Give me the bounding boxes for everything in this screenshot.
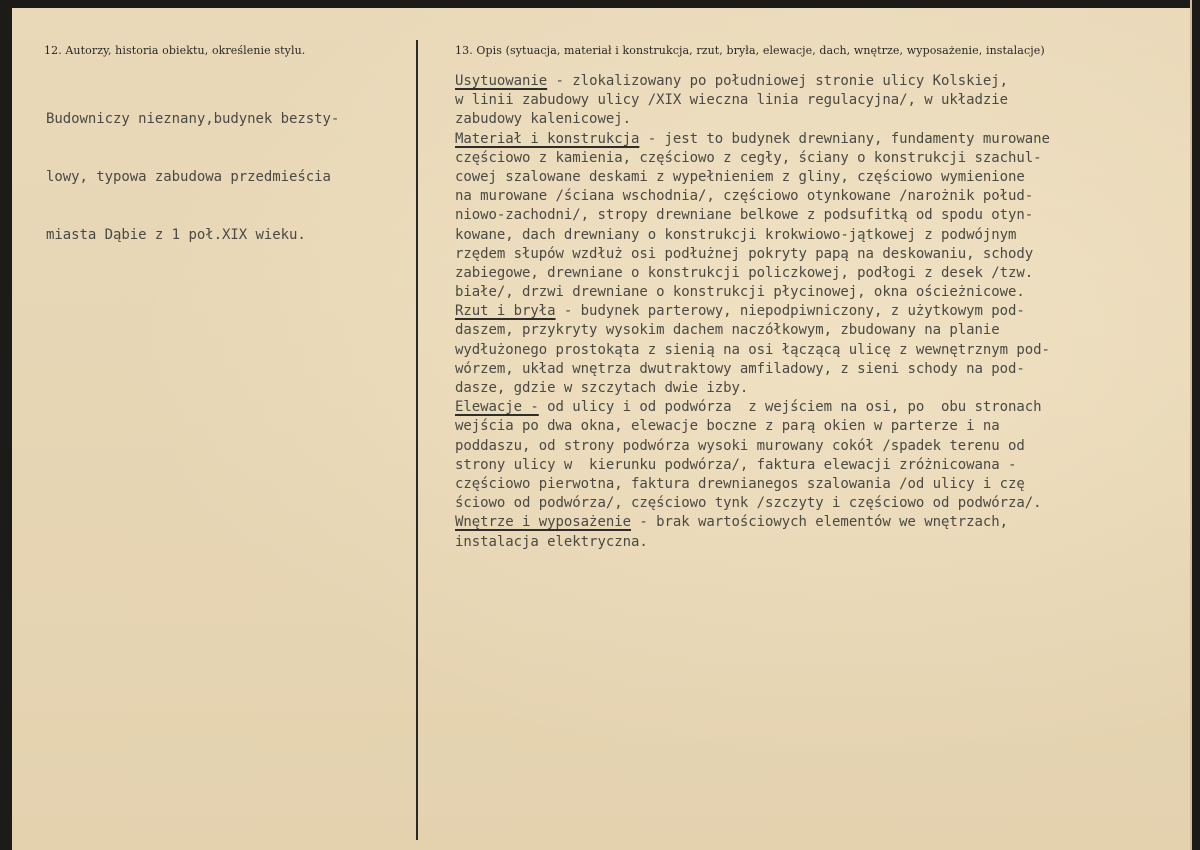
text-line <box>455 187 1050 206</box>
line-text: - brak wartościowych elementów we wnętrzach, <box>630 514 1009 531</box>
text-line <box>455 456 1050 475</box>
line-text: rzędem słupów wzdłuż osi podłużnej pokryty papą na deskowaniu, schody <box>455 245 1034 262</box>
line-text: w linii zabudowy ulicy /XIX wieczna linia regulacyjna/, w układzie <box>455 92 1008 109</box>
line-text: zabudowy kalenicowej. <box>455 111 631 128</box>
text-line <box>455 417 1050 436</box>
line-text: ściowo od podwórza/, częściowo tynk /szczyty i częściowo od podwórza/. <box>455 495 1042 512</box>
text-line <box>455 437 1050 456</box>
text-line <box>455 360 1050 379</box>
scan-edge-left <box>0 0 12 850</box>
scan-edge-right <box>1192 0 1200 850</box>
scan-edge-top <box>0 0 1200 8</box>
text-line <box>455 341 1050 360</box>
section-13-text <box>455 72 1050 552</box>
text-line <box>455 513 1050 532</box>
line-text: od ulicy i od podwórza z wejściem na osi, po obu stronach <box>538 399 1042 416</box>
text-line <box>455 302 1050 321</box>
line-text: kowane, dach drewniany o konstrukcji krokwiowo-jątkowej z podwójnym <box>455 226 1017 243</box>
line-text: zabiegowe, drewniane o konstrukcji policzkowej, podłogi z desek /tzw. <box>455 264 1034 281</box>
text-line <box>455 130 1050 149</box>
text-line <box>455 494 1050 513</box>
text-line <box>455 283 1050 302</box>
line-text: wydłużonego prostokąta z sienią na osi łączącą ulicę z wewnętrznym pod- <box>455 341 1050 358</box>
line-text: cowej szalowane deskami z wypełnieniem z gliny, częściowo wymienione <box>455 168 1025 185</box>
text-line <box>455 264 1050 283</box>
line-text: częściowo pierwotna, faktura drewnianegos szalowania /od ulicy i czę <box>455 475 1025 492</box>
line-text: na murowane /ściana wschodnia/, częściowo otynkowane /narożnik połud- <box>455 188 1034 205</box>
line-text: strony ulicy w kierunku podwórza/, faktura elewacji zróżnicowana - <box>455 456 1017 473</box>
text-line <box>455 168 1050 187</box>
line-text: białe/, drzwi drewniane o konstrukcji płycinowej, okna ościeżnicowe. <box>455 284 1025 301</box>
line-text: dasze, gdzie w szczytach dwie izby. <box>455 380 749 396</box>
text-line <box>455 379 1050 398</box>
line-text: wejścia po dwa okna, elewacje boczne z parą okien w parterze i na <box>455 418 1000 435</box>
line-text: - jest to budynek drewniany, fundamenty murowane <box>639 130 1050 147</box>
line-text: poddaszu, od strony podwórza wysoki murowany cokół /spadek terenu od <box>455 437 1025 454</box>
card-edge-right <box>1190 0 1192 850</box>
text-line <box>455 475 1050 494</box>
line-text: niowo-zachodni/, stropy drewniane belkowe z podsufitką od spodu otyn- <box>455 207 1034 224</box>
line-text: - zlokalizowany po południowej stronie ulicy Kolskiej, <box>547 73 1009 89</box>
text-line: Budowniczy nieznany,budynek bezsty- <box>46 111 340 128</box>
section-12-text <box>46 72 339 283</box>
line-text: daszem, przykryty wysokim dachem naczółkowym, zbudowany na planie <box>455 322 1000 339</box>
line-text: wórzem, układ wnętrza dwutraktowy amfiladowy, z sieni schody na pod- <box>455 360 1025 377</box>
text-line <box>455 206 1050 225</box>
section-13-header: 13. Opis (sytuacja, materiał i konstrukcja, rzut, bryła, elewacje, dach, wnętrze, wyposażenie, instalacje) <box>455 44 1045 57</box>
text-line <box>455 72 1050 91</box>
line-text: częściowo z kamienia, częściowo z cegły, ściany o konstrukcji szachul- <box>455 149 1042 166</box>
section-heading: Materiał i konstrukcja <box>455 130 640 147</box>
text-line: miasta Dąbie z 1 poł.XIX wieku. <box>46 226 306 243</box>
column-divider <box>416 40 418 840</box>
section-heading: Elewacje - <box>455 399 539 416</box>
section-heading: Rzut i bryła <box>455 303 556 320</box>
section-12-header: 12. Autorzy, historia obiektu, określenie stylu. <box>44 44 306 57</box>
text-line <box>455 533 1050 552</box>
section-heading: Usytuowanie <box>455 73 548 89</box>
text-line: lowy, typowa zabudowa przedmieścia <box>46 169 331 185</box>
text-line <box>455 321 1050 340</box>
text-line <box>455 398 1050 417</box>
text-line <box>455 91 1050 110</box>
text-line <box>455 110 1050 129</box>
text-line <box>455 245 1050 264</box>
text-line <box>455 149 1050 168</box>
section-heading: Wnętrze i wyposażenie <box>455 514 631 531</box>
line-text: instalacja elektryczna. <box>455 533 648 550</box>
line-text: - budynek parterowy, niepodpiwniczony, z użytkowym pod- <box>555 303 1025 320</box>
text-line <box>455 226 1050 245</box>
